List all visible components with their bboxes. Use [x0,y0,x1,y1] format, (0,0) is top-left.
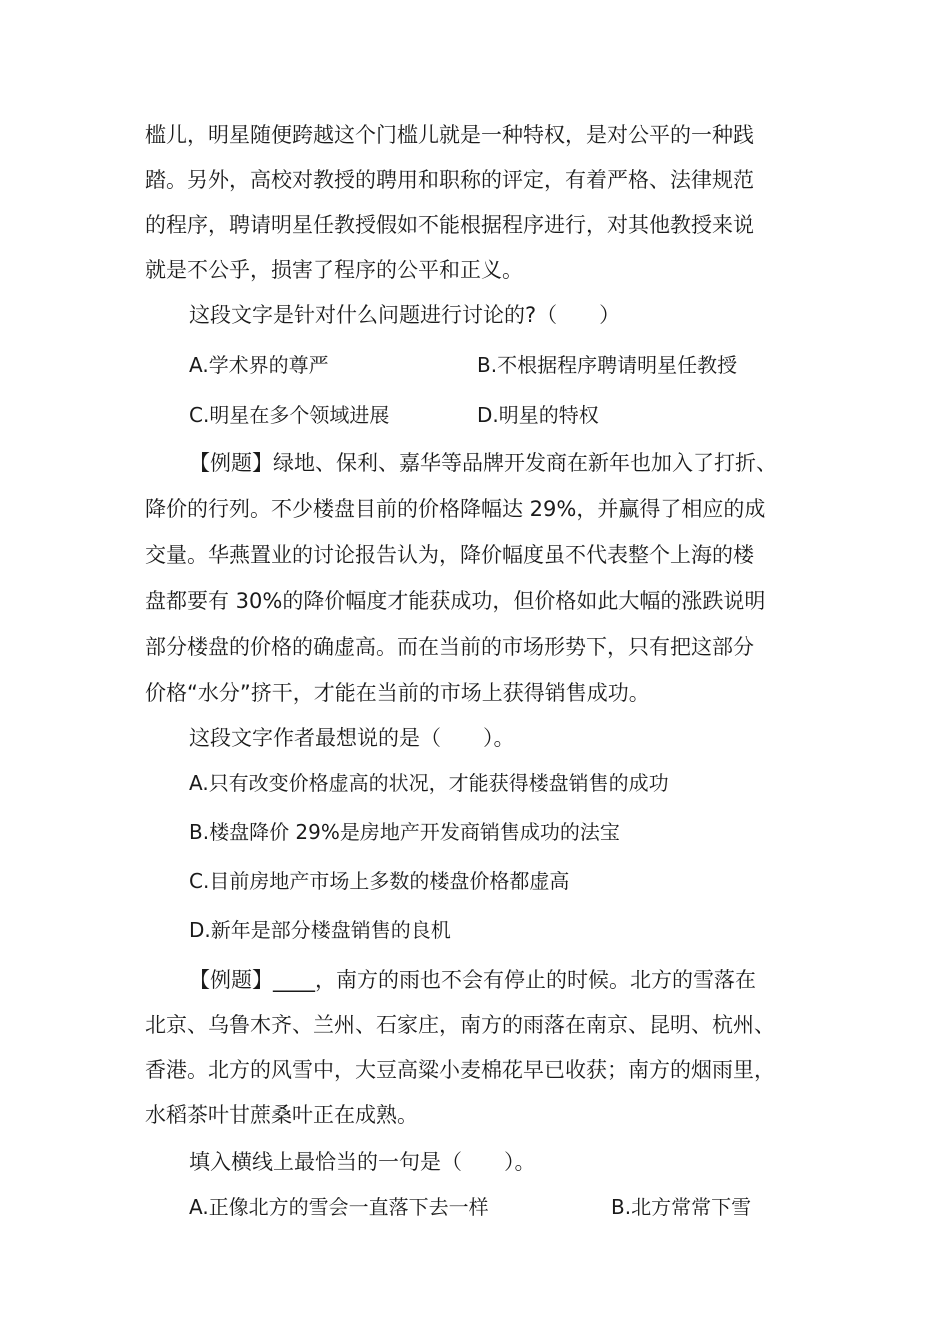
option-d: D.明星的特权 [477,403,599,427]
example-line: 部分楼盘的价格的确虚高。而在当前的市场形势下，只有把这部分 [145,635,754,659]
question-prompt: 这段文字是针对什么问题进行讨论的?（ ） [189,303,621,327]
passage-line: 就是不公乎，损害了程序的公平和正义。 [145,258,523,282]
option-b: B.不根据程序聘请明星任教授 [477,353,738,377]
option-a: A.正像北方的雪会一直落下去一样 [189,1195,489,1219]
option-b: B.楼盘降价 29%是房地产开发商销售成功的法宝 [189,820,620,844]
option-d: D.新年是部分楼盘销售的良机 [189,918,451,942]
document-body [145,0,825,1344]
option-a: A.只有改变价格虚高的状况，才能获得楼盘销售的成功 [189,771,669,795]
option-a: A.学术界的尊严 [189,353,329,377]
example-line: 交量。华燕置业的讨论报告认为，降价幅度虽不代表整个上海的楼 [145,543,754,567]
question-prompt: 这段文字作者最想说的是（ ）。 [189,726,515,750]
example-line: 香港。北方的风雪中，大豆高粱小麦棉花早已收获；南方的烟雨里， [145,1058,775,1082]
option-c: C.明星在多个领域进展 [189,403,390,427]
example-line: 【例题】____，南方的雨也不会有停止的时候。北方的雪落在 [189,968,756,992]
example-line: 【例题】绿地、保利、嘉华等品牌开发商在新年也加入了打折、 [189,451,777,475]
example-line: 盘都要有 30%的降价幅度才能获成功，但价格如此大幅的涨跌说明 [145,589,766,613]
question-prompt: 填入横线上最恰当的一句是（ ）。 [189,1150,536,1174]
example-line: 降价的行列。不少楼盘目前的价格降幅达 29%，并赢得了相应的成 [145,497,766,521]
passage-line: 的程序，聘请明星任教授假如不能根据程序进行，对其他教授来说 [145,213,754,237]
example-line: 北京、乌鲁木齐、兰州、石家庄，南方的雨落在南京、昆明、杭州、 [145,1013,775,1037]
example-line: 价格“水分”挤干，才能在当前的市场上获得销售成功。 [145,681,650,705]
passage-line: 槛儿，明星随便跨越这个门槛儿就是一种特权，是对公平的一种践 [145,123,754,147]
option-c: C.目前房地产市场上多数的楼盘价格都虚高 [189,869,570,893]
passage-line: 踏。另外，高校对教授的聘用和职称的评定，有着严格、法律规范 [145,168,754,192]
example-line: 水稻茶叶甘蔗桑叶正在成熟。 [145,1103,418,1127]
option-b: B.北方常常下雪 [611,1195,752,1219]
